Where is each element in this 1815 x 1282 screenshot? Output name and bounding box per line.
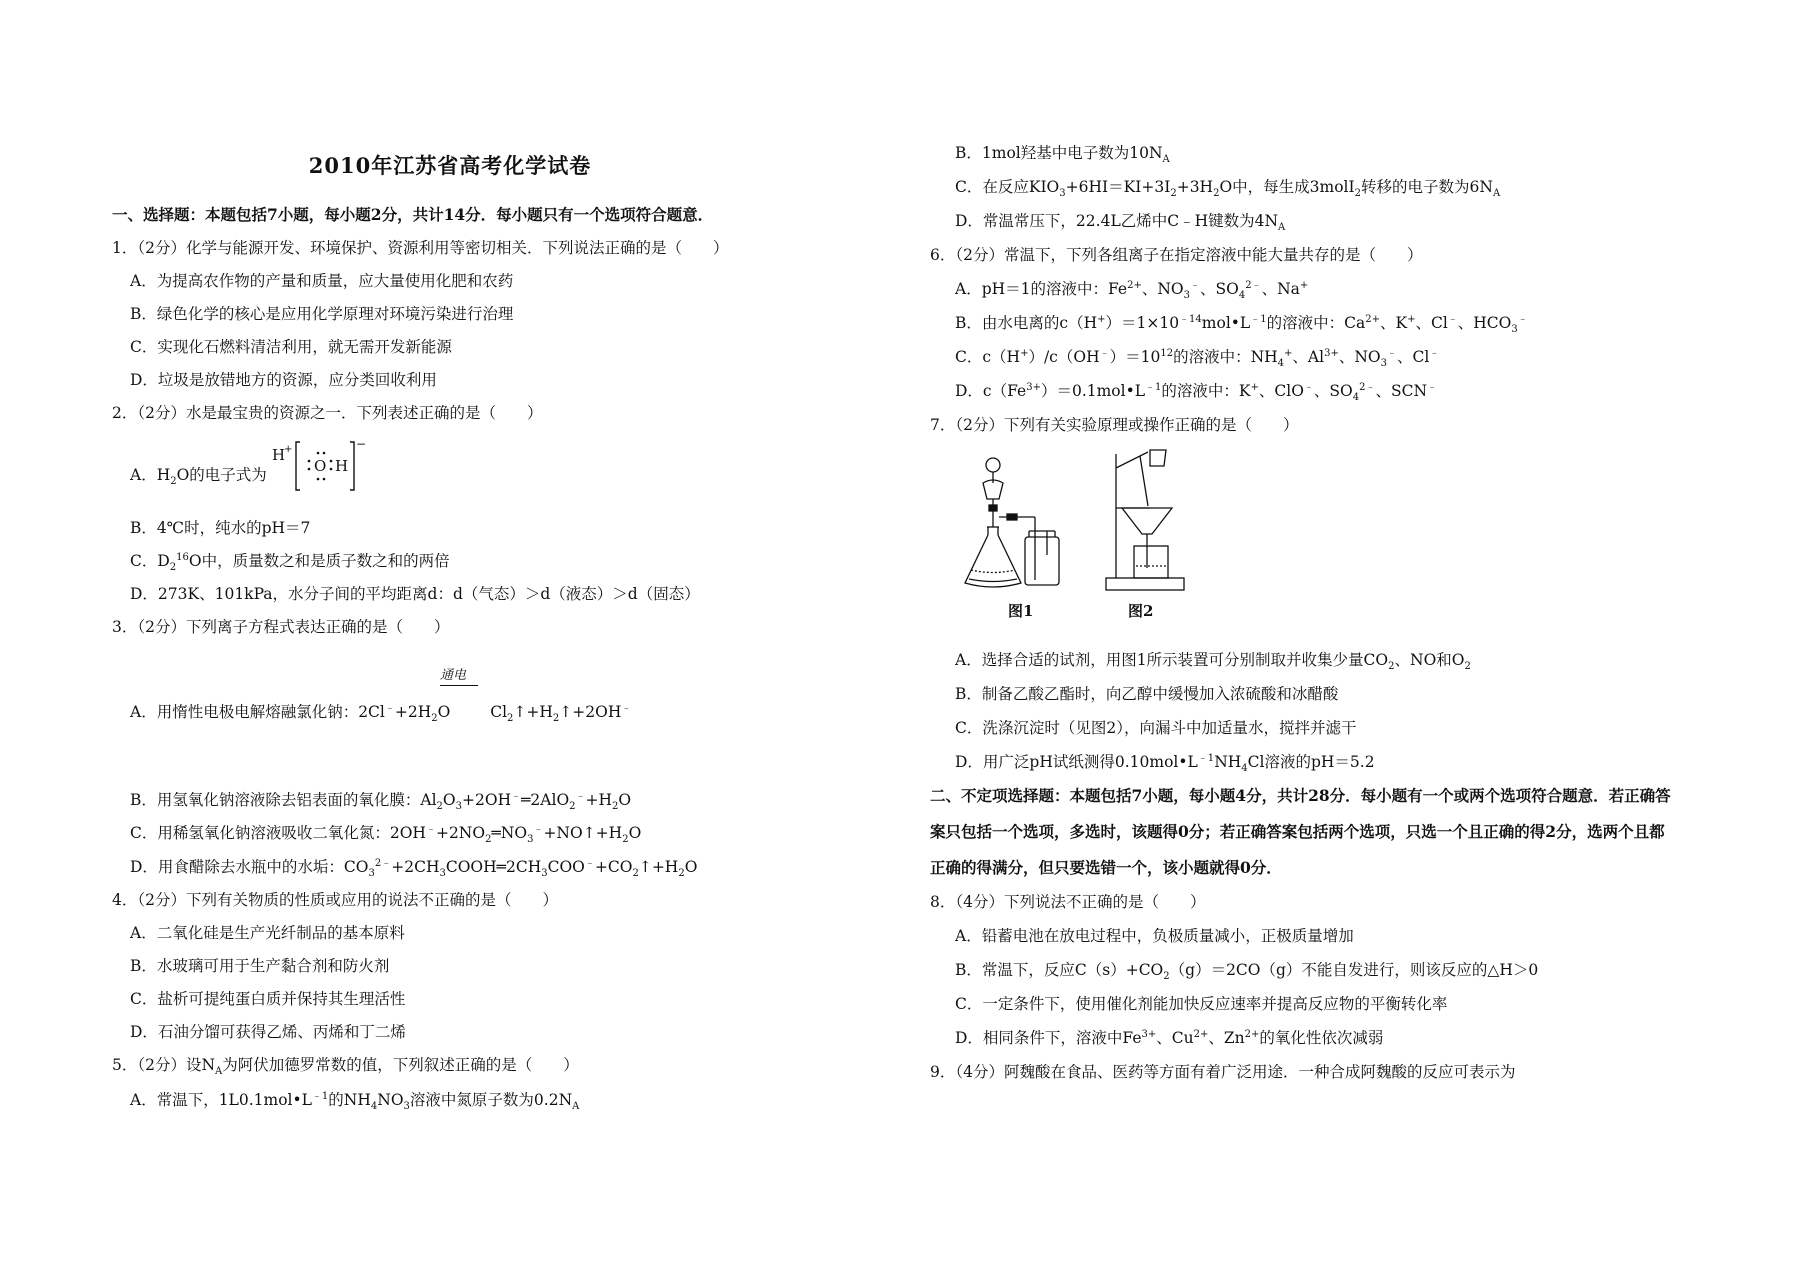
q7-option-d: D．用广泛pH试纸测得$0.10mol•L^{﹣1}NH_4Cl$溶液的pH＝5.2 — [955, 752, 1375, 775]
q2-stem: 2．（2分）水是最宝贵的资源之一．下列表述正确的是（ ） — [112, 404, 543, 422]
section2-heading-line1: 二、不定项选择题：本题包括7小题，每小题4分，共计28分．每小题有一个或两个选项符合题意．若正确答 — [930, 786, 1671, 805]
q6-stem: 6．（2分）常温下，下列各组离子在指定溶液中能大量共存的是（ ） — [930, 246, 1423, 264]
q5-option-c: C．在反应$KIO_3+6HI=KI+3I_2+3H_2O$中，每生成3molI$_2$转移的电子数为$6N_A$ — [955, 178, 1501, 200]
page-title: 2010年江苏省高考化学试卷 — [308, 153, 592, 178]
q2-option-c: C．$D_2^{16}O$中，质量数之和是质子数之和的两倍 — [130, 551, 450, 574]
q5-option-b: B．1mol羟基中电子数为$10N_A$ — [955, 144, 1170, 166]
q1-option-b: B．绿色化学的核心是应用化学原理对环境污染进行治理 — [130, 305, 514, 323]
water-electron-formula — [270, 436, 380, 496]
q7-option-c: C．洗涤沉淀时（见图2），向漏斗中加适量水，搅拌并滤干 — [955, 719, 1357, 737]
q4-option-c: C．盐析可提纯蛋白质并保持其生理活性 — [130, 990, 406, 1008]
section2-heading-line2: 案只包括一个选项，多选时，该题得0分；若正确答案包括两个选项，只选一个且正确的得2分，选两个且都 — [930, 822, 1665, 841]
q1-stem: 1．（2分）化学与能源开发、环境保护、资源利用等密切相关．下列说法正确的是（ ） — [112, 239, 729, 257]
svg-text:H: H — [335, 457, 349, 475]
q8-option-a: A．铅蓄电池在放电过程中，负极质量减小，正极质量增加 — [955, 927, 1354, 945]
q3-option-c: C．用稀氢氧化钠溶液吸收二氧化氮：$2OH^﹣+2NO_2═NO_3^﹣+NO↑+H_2O$ — [130, 823, 642, 846]
q9-stem: 9．（4分）阿魏酸在食品、医药等方面有着广泛用途．一种合成阿魏酸的反应可表示为 — [930, 1063, 1516, 1081]
q1-option-d: D．垃圾是放错地方的资源，应分类回收利用 — [130, 371, 437, 389]
electrolysis-condition: 通电 — [440, 668, 467, 683]
q6-option-d: D．$c(Fe^{3+})=0.1mol•L^{﹣1}$的溶液中：K+、ClO﹣、$SO_4^{2﹣}$、SCN﹣ — [955, 381, 1438, 404]
q4-option-b: B．水玻璃可用于生产黏合剂和防火剂 — [130, 957, 390, 975]
q3-option-a: A．用惰性电极电解熔融氯化钠：$2Cl^﹣+2H_2O$ $Cl_2↑+H_2↑+2OH^﹣$ — [130, 702, 632, 725]
q2-option-d: D．273K、101kPa，水分子间的平均距离d：d（气态）＞d（液态）＞d（固态） — [130, 585, 700, 603]
q6-option-a: A．pH＝1的溶液中：$Fe^{2+}$、$NO_3^﹣$、$SO_4^{2﹣}$、Na+ — [955, 279, 1309, 302]
apparatus-figure-2 — [1100, 448, 1200, 598]
q5-option-a: A．常温下，$1L0.1mol•L^{﹣1}$的$NH_4NO_3$溶液中氮原子数为$0.2N_A$ — [130, 1090, 580, 1113]
q5-stem: 5．（2分）设$N_A$为阿伏加德罗常数的值，下列叙述正确的是（ ） — [112, 1056, 579, 1078]
q4-stem: 4．（2分）下列有关物质的性质或应用的说法不正确的是（ ） — [112, 891, 558, 909]
q2-option-b: B．4℃时，纯水的pH＝7 — [130, 519, 311, 537]
q3-option-d: D．用食醋除去水瓶中的水垢：$CO_3^{2﹣}+2CH_3COOH═2CH_3COO^﹣+CO_2↑+H_2O$ — [130, 857, 698, 880]
figure-1-caption: 图1 — [1008, 602, 1034, 620]
svg-text:+: + — [284, 444, 293, 455]
section1-heading: 一、选择题：本题包括7小题，每小题2分，共计14分．每小题只有一个选项符合题意． — [112, 205, 714, 224]
q6-option-c: C．$c(H^+)/c(OH^﹣)=10^{12}$的溶液中：$NH_4^+$、$Al^{3+}$、$NO_3^﹣$、Cl﹣ — [955, 347, 1440, 370]
q8-option-c: C．一定条件下，使用催化剂能加快反应速率并提高反应物的平衡转化率 — [955, 995, 1448, 1013]
q7-stem: 7．（2分）下列有关实验原理或操作正确的是（ ） — [930, 416, 1299, 434]
svg-text:−: − — [356, 437, 367, 451]
q8-stem: 8．（4分）下列说法不正确的是（ ） — [930, 893, 1206, 911]
q1-option-a: A．为提高农作物的产量和质量，应大量使用化肥和农药 — [130, 272, 514, 290]
condition-arrow-line — [440, 685, 478, 686]
q2-option-a: A．$H_2O$的电子式为 — [130, 466, 267, 488]
q6-option-b: B．由水电离的$c(H^+)=1\times 10^{﹣14}mol•L^{﹣1}$的溶液中：$Ca^{2+}$、K+、Cl﹣、$HCO_3^﹣$ — [955, 313, 1528, 336]
formula-h-plus: H — [272, 446, 286, 464]
q8-option-b: B．常温下，反应$C(s)+CO_2(g)=2CO(g)$不能自发进行，则该反应的△H＞0 — [955, 961, 1539, 983]
q4-option-a: A．二氧化硅是生产光纤制品的基本原料 — [130, 924, 405, 942]
svg-text:O: O — [314, 457, 327, 475]
q3-option-b: B．用氢氧化钠溶液除去铝表面的氧化膜：$Al_2O_3+2OH^﹣═2AlO_2^﹣+H_2O$ — [130, 790, 632, 813]
q3-stem: 3．（2分）下列离子方程式表达正确的是（ ） — [112, 618, 450, 636]
apparatus-figure-1 — [955, 455, 1085, 595]
q8-option-d: D．相同条件下，溶液中$Fe^{3+}$、$Cu^{2+}$、$Zn^{2+}$的氧化性依次减弱 — [955, 1028, 1384, 1047]
q4-option-d: D．石油分馏可获得乙烯、丙烯和丁二烯 — [130, 1023, 406, 1041]
q7-option-b: B．制备乙酸乙酯时，向乙醇中缓慢加入浓硫酸和冰醋酸 — [955, 685, 1339, 703]
q7-option-a: A．选择合适的试剂，用图1所示装置可分别制取并收集少量$CO_2$、NO和$O_2$ — [955, 651, 1471, 673]
q1-option-c: C．实现化石燃料清洁利用，就无需开发新能源 — [130, 338, 452, 356]
electron-formula-bracket — [270, 436, 380, 496]
section2-heading-line3: 正确的得满分，但只要选错一个，该小题就得0分． — [930, 858, 1282, 877]
figure-2-caption: 图2 — [1128, 602, 1154, 620]
q5-option-d: D．常温常压下，22.4L乙烯中C﹣H键数为$4N_A$ — [955, 212, 1286, 234]
